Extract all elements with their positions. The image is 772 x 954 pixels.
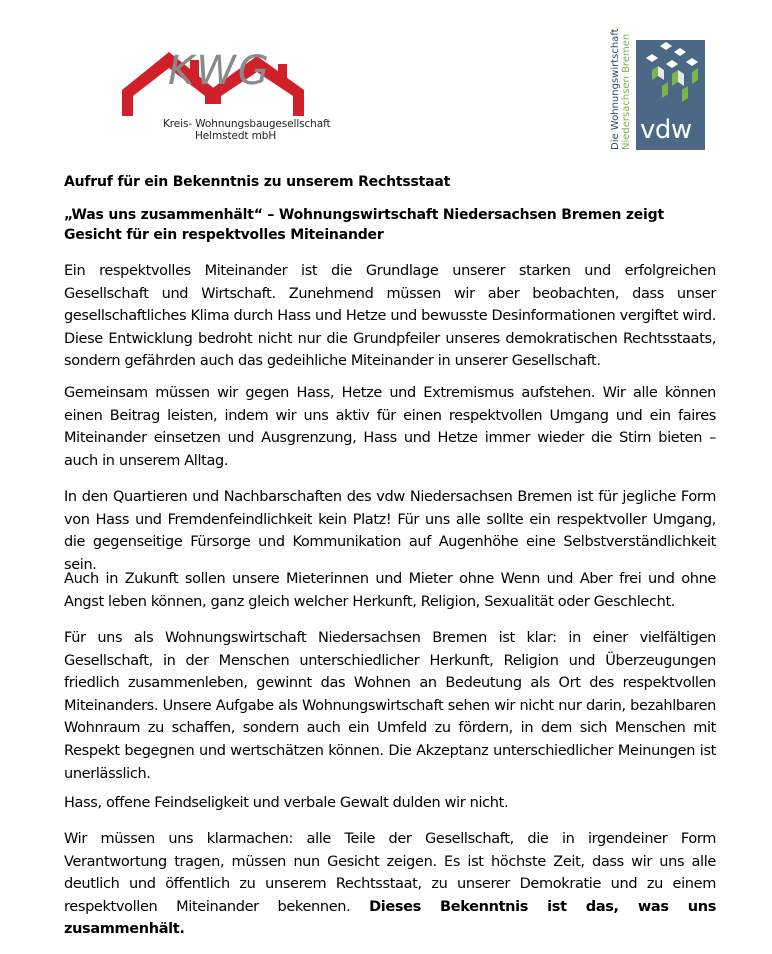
- vdw-logo: [608, 28, 708, 152]
- paragraph-7-text: Wir müssen uns klarmachen: alle Teile der Gesellschaft, die in irgendeiner Form Verantwortung tragen, müssen nun Gesicht zeigen. Es ist höchste Zeit, dass wir uns alle deutlich und öffentlich zu unserem Rechtsstaat, zu unserer Demokratie und zu einem respektvollen Miteinander bekennen.: [64, 831, 716, 915]
- kwg-line1: Kreis- Wohnungsbaugesellschaft: [163, 118, 331, 130]
- kwg-houses-icon: [120, 42, 310, 122]
- vdw-box: [636, 40, 705, 150]
- vdw-word: vdw: [640, 115, 692, 145]
- paragraph-4: Auch in Zukunft sollen unsere Mieterinnen und Mieter ohne Wenn und Aber frei und ohne Angst leben können, ganz gleich welcher Herkunft, Religion, Sexualität oder Geschlecht.: [64, 571, 716, 610]
- kwg-logo: [120, 42, 331, 148]
- document-title: Aufruf für ein Bekenntnis zu unserem Rechtsstaat: [64, 174, 451, 190]
- paragraph-7: [64, 828, 716, 941]
- closing-statement: Dieses Bekenntnis ist das, was uns zusammenhält.: [64, 898, 716, 938]
- vdw-cubes-icon: [636, 40, 705, 116]
- paragraph-5: Für uns als Wohnungswirtschaft Niedersachsen Bremen ist klar: in einer vielfältigen Gesellschaft, in der Menschen unterschiedlicher Herkunft, Religion und Überzeugungen friedlich zusammenleben, gewinnt das Wohnen an Bedeutung als Ort des respektvollen Miteinanders. Unsere Aufgabe als Wohnungswirtschaft sehen wir nicht nur darin, bezahlbaren Wohnraum zu schaffen, sondern auch ein Umfeld zu fördern, in dem sich Menschen mit Respekt begegnen und wertschätzen können. Die Akzeptanz unterschiedlicher Meinungen ist unerlässlich.: [64, 630, 716, 782]
- document-subtitle: „Was uns zusammenhält“ – Wohnungswirtschaft Niedersachsen Bremen zeigt Gesicht für ein respektvolles Miteinander: [64, 207, 664, 243]
- kwg-letters: KWG: [168, 48, 271, 94]
- vdw-side-text: [608, 28, 636, 152]
- paragraph-6: Hass, offene Feindseligkeit und verbale Gewalt dulden wir nicht.: [64, 795, 509, 811]
- paragraph-3: In den Quartieren und Nachbarschaften des vdw Niedersachsen Bremen ist für jegliche Form von Hass und Fremdenfeindlichkeit kein Platz! Für uns alle sollte ein respektvoller Umgang, die gegenseitige Fürsorge und Kommunikation auf Augenhöhe eine Selbstverständlichkeit sein.: [64, 489, 716, 573]
- vdw-side-line1: Die Wohnungswirtschaft: [610, 28, 621, 150]
- vdw-side-line2: Niedersachsen Bremen: [621, 33, 632, 150]
- paragraph-1: Ein respektvolles Miteinander ist die Grundlage unserer starken und erfolgreichen Gesellschaft und Wirtschaft. Zunehmend müssen wir aber beobachten, dass unser gesellschaftliches Klima durch Hass und Hetze und bewusste Desinformationen vergiftet wird. Diese Entwicklung bedroht nicht nur die Grundpfeiler unseres demokratischen Rechtsstaats, sondern gefährden auch das gedeihliche Miteinander in unserer Gesellschaft.: [64, 263, 716, 370]
- kwg-line2: Helmstedt mbH: [195, 130, 277, 142]
- paragraph-2: Gemeinsam müssen wir gegen Hass, Hetze und Extremismus aufstehen. Wir alle können einen Beitrag leisten, indem wir uns aktiv für einen respektvollen Umgang und ein faires Miteinander einsetzen und Ausgrenzung, Hass und Hetze immer wieder die Stirn bieten – auch in unserem Alltag.: [64, 385, 716, 469]
